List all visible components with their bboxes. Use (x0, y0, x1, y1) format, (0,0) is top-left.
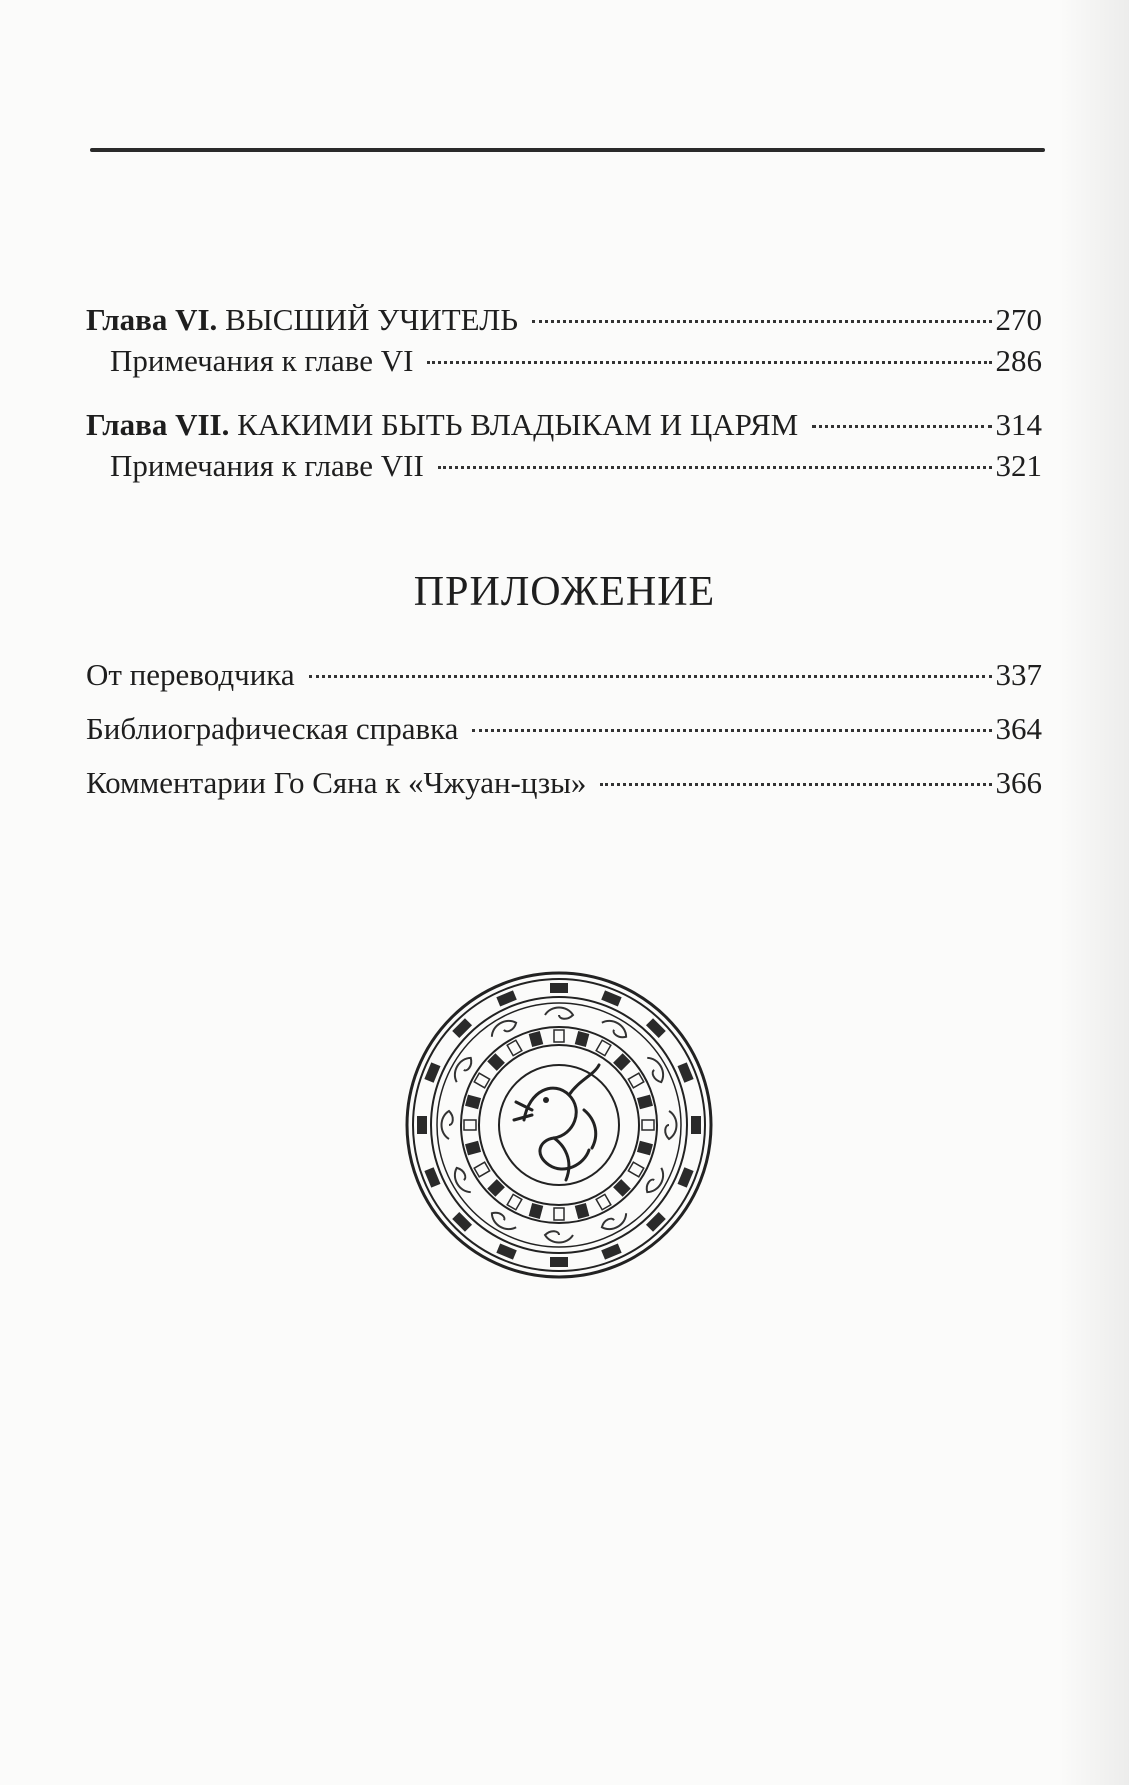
toc-entry-commentary[interactable] (86, 763, 1042, 803)
page-number: 314 (995, 407, 1042, 442)
header-rule (90, 148, 1045, 152)
round-dragon-medallion-icon (404, 970, 714, 1280)
notes-title: Примечания к главе VI (110, 343, 414, 378)
toc-entry-chapter-6[interactable] (86, 300, 1042, 340)
page-edge-shadow (1059, 0, 1129, 1785)
page-number: 321 (995, 448, 1042, 483)
dot-leader (438, 466, 992, 469)
toc-entry-bibliography[interactable] (86, 709, 1042, 749)
page-number: 337 (995, 657, 1042, 692)
chapter-title: ВЫСШИЙ УЧИТЕЛЬ (225, 302, 519, 337)
dot-leader (309, 675, 992, 678)
toc-entry-chapter-7[interactable] (86, 405, 1042, 445)
appendix-heading: ПРИЛОЖЕНИЕ (413, 569, 716, 615)
notes-title: Примечания к главе VII (110, 448, 424, 483)
chapter-prefix: Глава VII. (86, 407, 230, 442)
page-number: 366 (995, 765, 1042, 800)
entry-title: Библиографическая справка (86, 711, 459, 746)
page-number: 364 (995, 711, 1042, 746)
chapter-prefix: Глава VI. (86, 302, 218, 337)
toc-entry-translator[interactable] (86, 655, 1042, 695)
entry-title: От переводчика (86, 657, 295, 692)
chapter-title: КАКИМИ БЫТЬ ВЛАДЫКАМ И ЦАРЯМ (237, 407, 799, 442)
dot-leader (812, 425, 991, 428)
dot-leader (472, 729, 991, 732)
entry-title: Комментарии Го Сяна к «Чжуан-цзы» (86, 765, 587, 800)
page-number: 270 (995, 302, 1042, 337)
page-number: 286 (995, 343, 1042, 378)
dot-leader (532, 320, 991, 323)
dot-leader (600, 783, 991, 786)
dot-leader (427, 361, 991, 364)
toc-entry-notes-7[interactable] (86, 446, 1042, 486)
toc-entry-notes-6[interactable] (86, 341, 1042, 381)
